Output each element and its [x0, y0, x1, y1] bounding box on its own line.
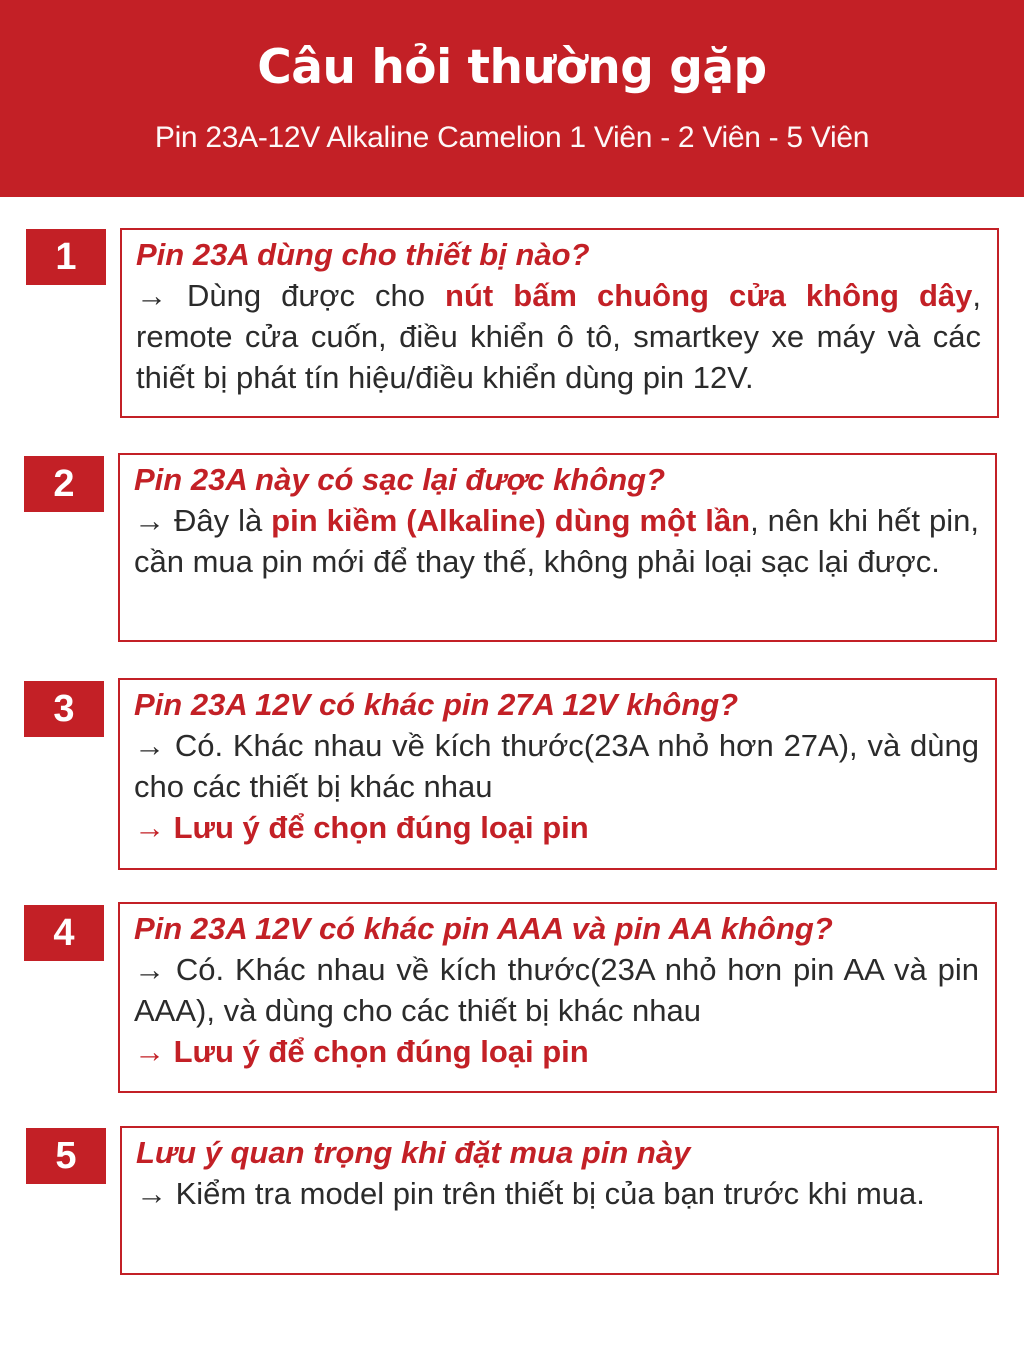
faq-answer-3: → Có. Khác nhau về kích thước(23A nhỏ hơn 27A), và dùng cho các thiết bị khác nhau: [134, 728, 979, 804]
faq-number-3: 3: [24, 681, 104, 737]
faq-answer-2-text: → Đây là: [134, 503, 272, 538]
page-title: Câu hỏi thường gặp: [257, 40, 767, 95]
faq-note-4: → Lưu ý để chọn đúng loại pin: [134, 1034, 589, 1069]
faq-answer-1-text-end: , remote cửa cuốn, điều khiển ô tô, smartkey xe máy và các thiết bị phát tín hiệu/điều khiển dùng pin 12V.: [136, 278, 981, 395]
faq-question-2: Pin 23A này có sạc lại được không?: [134, 462, 666, 497]
faq-answer-2-text-end: , nên khi hết pin, cần mua pin mới để thay thế, không phải loại sạc lại được.: [134, 503, 979, 579]
page-subtitle: Pin 23A-12V Alkaline Camelion 1 Viên - 2 Viên - 5 Viên: [154, 121, 870, 154]
faq-question-3: Pin 23A 12V có khác pin 27A 12V không?: [134, 687, 739, 722]
faq-number-2: 2: [24, 456, 104, 512]
faq-answer-1-text: → Dùng được cho: [136, 278, 446, 313]
faq-answer-2: [134, 500, 979, 582]
faq-answer-1-highlight: nút bấm chuông cửa không dây: [445, 278, 973, 313]
faq-item-5: [120, 1126, 999, 1275]
faq-answer-1: [136, 275, 981, 398]
header-banner: [0, 0, 1024, 197]
faq-number-1: 1: [26, 229, 106, 285]
faq-item-1: [120, 228, 999, 418]
faq-answer-2-highlight: pin kiềm (Alkaline) dùng một lần: [271, 503, 751, 538]
faq-question-1: Pin 23A dùng cho thiết bị nào?: [136, 237, 590, 272]
faq-number-5: 5: [26, 1128, 106, 1184]
faq-item-4: [118, 902, 997, 1093]
faq-answer-5: → Kiểm tra model pin trên thiết bị của bạn trước khi mua.: [136, 1176, 925, 1211]
faq-question-4: Pin 23A 12V có khác pin AAA và pin AA không?: [134, 911, 833, 946]
faq-item-2: [118, 453, 997, 642]
faq-note-3: → Lưu ý để chọn đúng loại pin: [134, 810, 589, 845]
faq-answer-4: → Có. Khác nhau về kích thước(23A nhỏ hơn pin AA và pin AAA), và dùng cho các thiết bị khác nhau: [134, 952, 979, 1028]
faq-item-3: [118, 678, 997, 870]
faq-question-5: Lưu ý quan trọng khi đặt mua pin này: [136, 1135, 691, 1170]
faq-number-4: 4: [24, 905, 104, 961]
